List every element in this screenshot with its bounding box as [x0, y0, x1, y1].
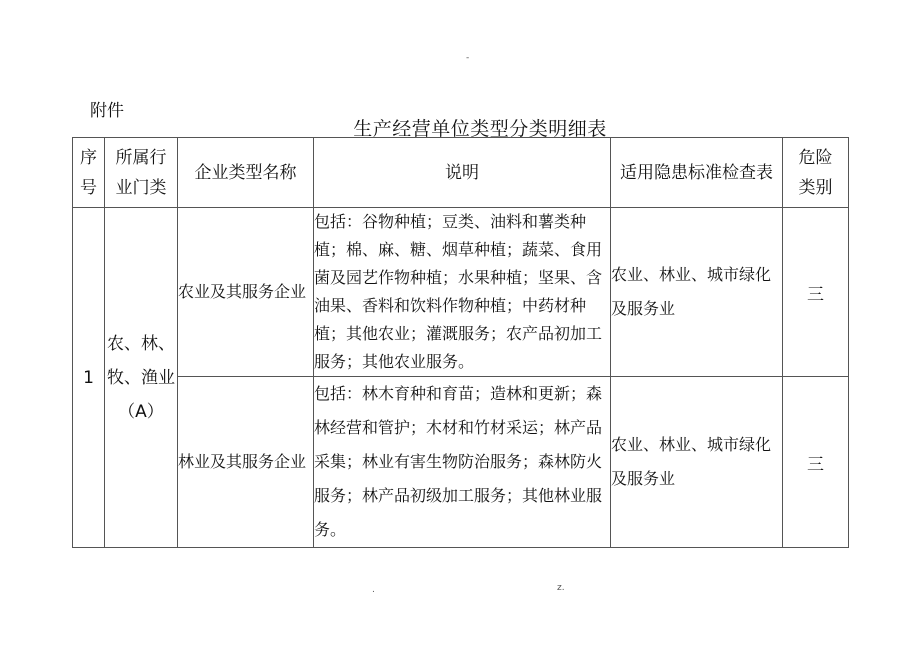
row-risk: 三	[783, 377, 849, 548]
row-seq: 1	[73, 208, 105, 548]
table-row	[73, 377, 849, 548]
header-type-name: 企业类型名称	[178, 138, 314, 208]
header-description: 说明	[314, 138, 611, 208]
page-mark-top: -	[466, 53, 470, 63]
row-type-name: 林业及其服务企业	[178, 377, 314, 548]
attachment-label: 附件	[90, 101, 124, 121]
row-industry: 农、林、牧、渔业（A）	[105, 208, 178, 548]
row-risk: 三	[783, 208, 849, 377]
page-mark-bottom-right: z.	[557, 583, 565, 593]
row-description: 包括：谷物种植；豆类、油料和薯类种植；棉、麻、糖、烟草种植；蔬菜、食用菌及园艺作物种植；水果种植；坚果、含油果、香料和饮料作物种植；中药材种植；其他农业；灌溉服务；农产品初加工服务；其他农业服务。	[314, 208, 611, 377]
row-standard: 农业、林业、城市绿化及服务业	[611, 208, 783, 377]
classification-table	[72, 137, 849, 548]
row-standard: 农业、林业、城市绿化及服务业	[611, 377, 783, 548]
page-mark-bottom-left: .	[372, 585, 375, 595]
header-standard: 适用隐患标准检查表	[611, 138, 783, 208]
header-risk: 危险类别	[783, 138, 849, 208]
header-seq: 序号	[73, 138, 105, 208]
row-description: 包括：林木育种和育苗；造林和更新；森林经营和管护；木材和竹材采运；林产品采集；林业有害生物防治服务；森林防火服务；林产品初级加工服务；其他林业服务。	[314, 377, 611, 548]
row-type-name: 农业及其服务企业	[178, 208, 314, 377]
header-industry: 所属行业门类	[105, 138, 178, 208]
table-row	[73, 208, 849, 377]
table-title: 生产经营单位类型分类明细表	[353, 118, 607, 140]
